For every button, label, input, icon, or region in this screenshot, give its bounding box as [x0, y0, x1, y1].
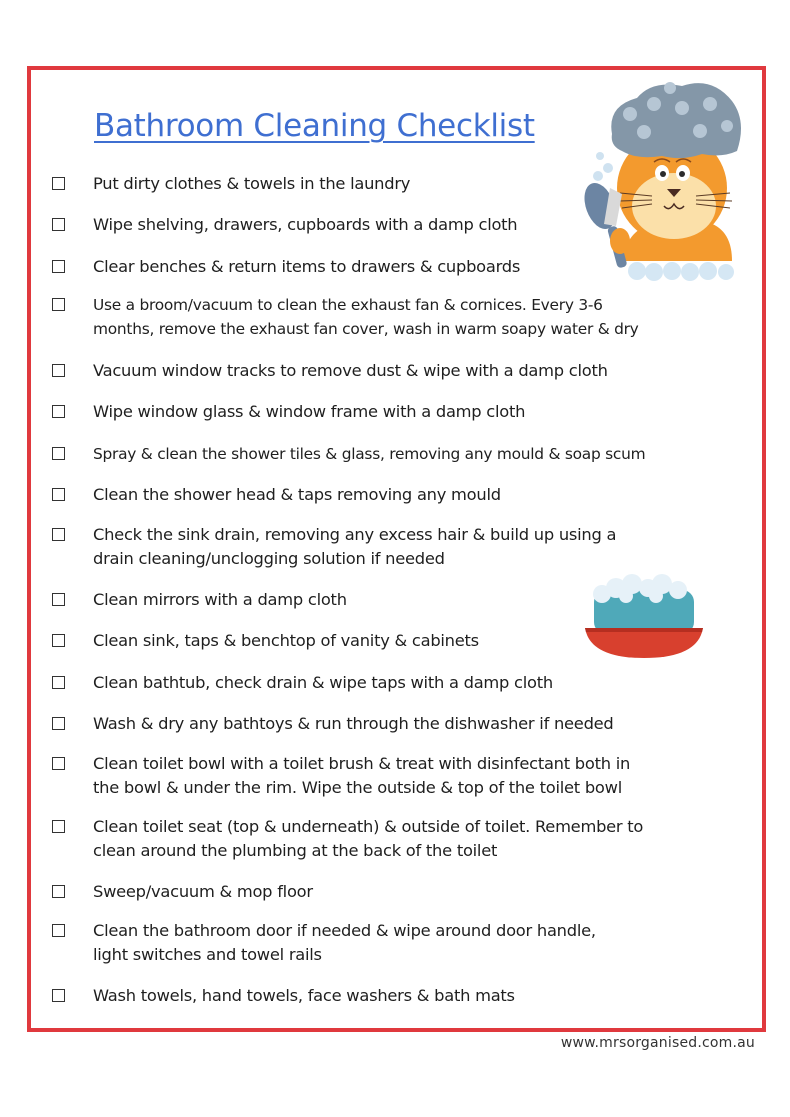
checkbox-icon[interactable] [52, 989, 65, 1002]
checklist-item[interactable] [52, 442, 645, 466]
checkbox-icon[interactable] [52, 260, 65, 273]
page-title: Bathroom Cleaning Checklist [94, 108, 535, 144]
checkbox-icon[interactable] [52, 405, 65, 418]
checklist-item-label: Use a broom/vacuum to clean the exhaust fan & cornices. Every 3-6 months, remove the exhaust fan cover, wash in warm soapy water & dry [93, 296, 639, 338]
checkbox-icon[interactable] [52, 924, 65, 937]
checklist-item-label: Clean the shower head & taps removing any mould [93, 485, 501, 504]
checklist-item[interactable] [52, 483, 501, 507]
checklist-item-label: Clean mirrors with a damp cloth [93, 590, 347, 609]
checklist-item[interactable] [52, 880, 313, 904]
checklist-item-label: Clean bathtub, check drain & wipe taps with a damp cloth [93, 673, 553, 692]
checklist-item-label: Vacuum window tracks to remove dust & wipe with a damp cloth [93, 361, 608, 380]
checkbox-icon[interactable] [52, 717, 65, 730]
soap-dish-icon [582, 572, 707, 660]
checkbox-icon[interactable] [52, 885, 65, 898]
checklist-item-label: Wipe shelving, drawers, cupboards with a damp cloth [93, 215, 518, 234]
checklist-item-label: Wipe window glass & window frame with a damp cloth [93, 402, 526, 421]
checkbox-icon[interactable] [52, 634, 65, 647]
checkbox-icon[interactable] [52, 177, 65, 190]
website-footer: www.mrsorganised.com.au [560, 1035, 755, 1051]
checklist-item-label: Clean the bathroom door if needed & wipe around door handle, light switches and towel rails [93, 921, 596, 964]
checklist-item[interactable] [52, 523, 616, 571]
checklist-item[interactable] [52, 671, 553, 695]
checklist-item[interactable] [52, 293, 639, 341]
cat-shower-cap-icon [582, 76, 752, 281]
checklist-item-label: Clean toilet bowl with a toilet brush & treat with disinfectant both in the bowl & under the rim. Wipe the outside & top of the toilet bowl [93, 754, 631, 797]
checkbox-icon[interactable] [52, 593, 65, 606]
checklist-item[interactable] [52, 213, 517, 237]
checklist-item-label: Clear benches & return items to drawers & cupboards [93, 257, 521, 276]
checkbox-icon[interactable] [52, 488, 65, 501]
checkbox-icon[interactable] [52, 820, 65, 833]
checklist-item[interactable] [52, 815, 643, 863]
checklist-item[interactable] [52, 255, 520, 279]
checklist-item-label: Check the sink drain, removing any excess hair & build up using a drain cleaning/unclogging solution if needed [93, 525, 617, 568]
checkbox-icon[interactable] [52, 298, 65, 311]
checklist-item-label: Spray & clean the shower tiles & glass, removing any mould & soap scum [93, 445, 646, 463]
checklist-item-label: Clean sink, taps & benchtop of vanity & cabinets [93, 631, 479, 650]
checklist-item-label: Clean toilet seat (top & underneath) & outside of toilet. Remember to clean around the plumbing at the back of the toilet [93, 817, 644, 860]
checklist-item[interactable] [52, 588, 347, 612]
checkbox-icon[interactable] [52, 757, 65, 770]
checklist-item[interactable] [52, 712, 614, 736]
checkbox-icon[interactable] [52, 218, 65, 231]
checklist-item-label: Sweep/vacuum & mop floor [93, 882, 313, 901]
checklist-item-label: Wash towels, hand towels, face washers & bath mats [93, 986, 515, 1005]
checkbox-icon[interactable] [52, 528, 65, 541]
checklist-item[interactable] [52, 984, 515, 1008]
checklist-item[interactable] [52, 752, 630, 800]
checkbox-icon[interactable] [52, 364, 65, 377]
checklist-item[interactable] [52, 359, 608, 383]
checkbox-icon[interactable] [52, 447, 65, 460]
checklist-item[interactable] [52, 172, 410, 196]
checkbox-icon[interactable] [52, 676, 65, 689]
checklist-item[interactable] [52, 400, 525, 424]
checklist-item-label: Put dirty clothes & towels in the laundry [93, 174, 411, 193]
checklist-item[interactable] [52, 629, 479, 653]
checklist-item[interactable] [52, 919, 596, 967]
checklist-item-label: Wash & dry any bathtoys & run through the dishwasher if needed [93, 714, 614, 733]
